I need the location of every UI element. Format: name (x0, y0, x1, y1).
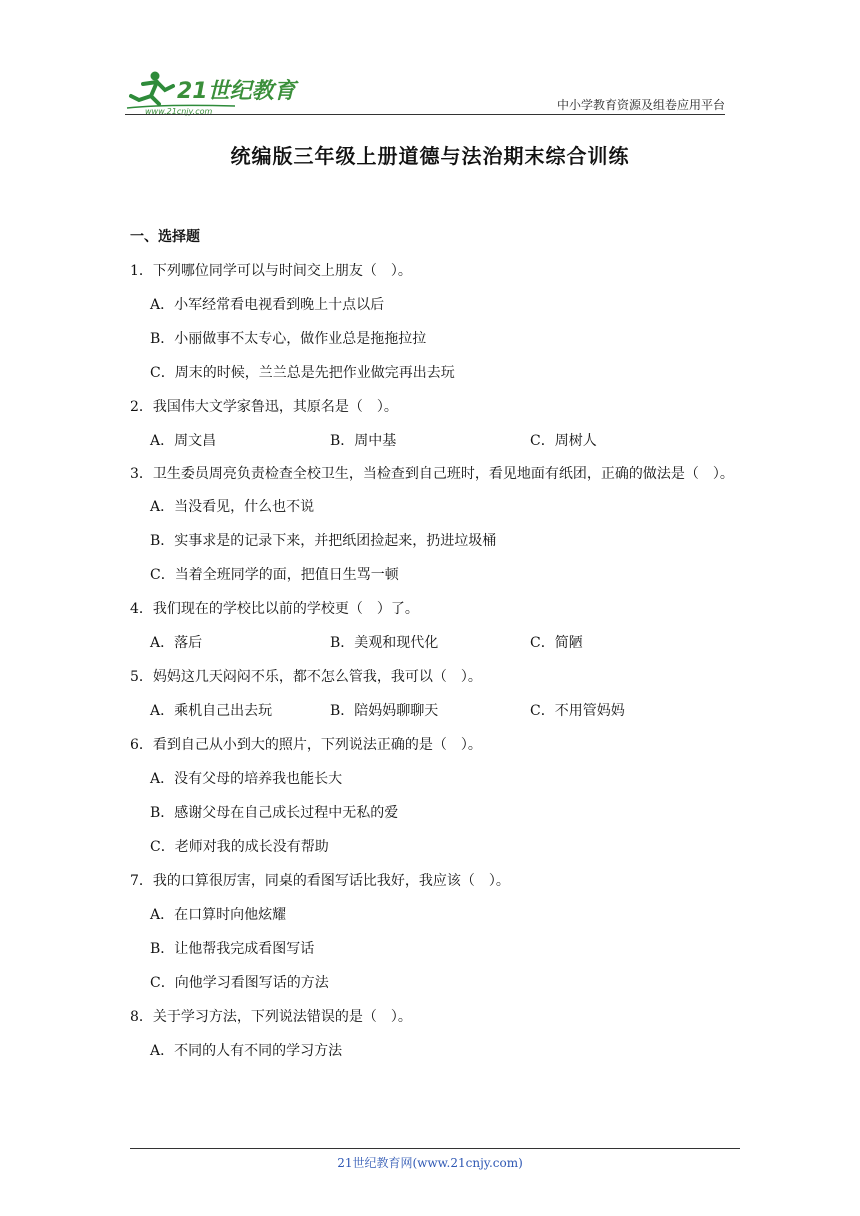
question-stem: 4．我们现在的学校比以前的学校更（ ）了。 (130, 601, 419, 617)
answer-option: B．周中基 (330, 433, 397, 449)
header-divider (125, 114, 725, 115)
footer-divider (130, 1148, 740, 1149)
svg-text:www.21cnjy.com: www.21cnjy.com (145, 107, 213, 116)
question-stem: 2．我国伟大文学家鲁迅，其原名是（ ）。 (130, 399, 398, 415)
answer-option: A．当没看见，什么也不说 (150, 499, 315, 515)
answer-option: A．落后 (150, 635, 203, 651)
answer-option: C．不用管妈妈 (530, 703, 625, 719)
answer-option: B．陪妈妈聊聊天 (330, 703, 439, 719)
answer-option: C．老师对我的成长没有帮助 (150, 839, 329, 855)
answer-option: C．向他学习看图写话的方法 (150, 975, 329, 991)
answer-option: C．周树人 (530, 433, 597, 449)
section-heading: 一、选择题 (130, 229, 200, 245)
page-header (125, 66, 725, 116)
runner-logo-icon (125, 66, 315, 116)
answer-options-row (130, 694, 740, 728)
svg-text:21世纪教育: 21世纪教育 (177, 79, 296, 104)
page-title: 统编版三年级上册道德与法治期末综合训练 (230, 144, 630, 168)
answer-option: A．乘机自己出去玩 (150, 703, 273, 719)
answer-option: A．没有父母的培养我也能长大 (150, 771, 343, 787)
answer-option: B．小丽做事不太专心，做作业总是拖拖拉拉 (150, 331, 427, 347)
question-list (130, 226, 740, 1068)
site-logo (125, 66, 315, 116)
answer-option: C．简陋 (530, 635, 583, 651)
answer-option: A．周文昌 (150, 433, 217, 449)
answer-option: B．美观和现代化 (330, 635, 439, 651)
footer-link[interactable]: 21世纪教育网(www.21cnjy.com) (337, 1156, 523, 1170)
answer-option: B．让他帮我完成看图写话 (150, 941, 315, 957)
answer-option: C．当着全班同学的面，把值日生骂一顿 (150, 567, 399, 583)
question-stem: 8．关于学习方法，下列说法错误的是（ ）。 (130, 1009, 412, 1025)
question-stem: 1．下列哪位同学可以与时间交上朋友（ ）。 (130, 263, 412, 279)
answer-options-row (130, 626, 740, 660)
question-stem: 7．我的口算很厉害，同桌的看图写话比我好，我应该（ ）。 (130, 873, 510, 889)
answer-options-row (130, 424, 740, 458)
answer-option: A．不同的人有不同的学习方法 (150, 1043, 343, 1059)
answer-option: A．在口算时向他炫耀 (150, 907, 287, 923)
question-stem: 6．看到自己从小到大的照片，下列说法正确的是（ ）。 (130, 737, 482, 753)
answer-option: A．小军经常看电视看到晚上十点以后 (150, 297, 385, 313)
answer-option: B．感谢父母在自己成长过程中无私的爱 (150, 805, 399, 821)
platform-slogan: 中小学教育资源及组卷应用平台 (556, 98, 725, 112)
answer-option: C．周末的时候，兰兰总是先把作业做完再出去玩 (150, 365, 455, 381)
question-stem: 3．卫生委员周亮负责检查全校卫生，当检查到自己班时，看见地面有纸团，正确的做法是（ ）。 (130, 466, 734, 482)
answer-option: B．实事求是的记录下来，并把纸团捡起来，扔进垃圾桶 (150, 533, 497, 549)
question-stem: 5．妈妈这几天闷闷不乐，都不怎么管我，我可以（ ）。 (130, 669, 482, 685)
